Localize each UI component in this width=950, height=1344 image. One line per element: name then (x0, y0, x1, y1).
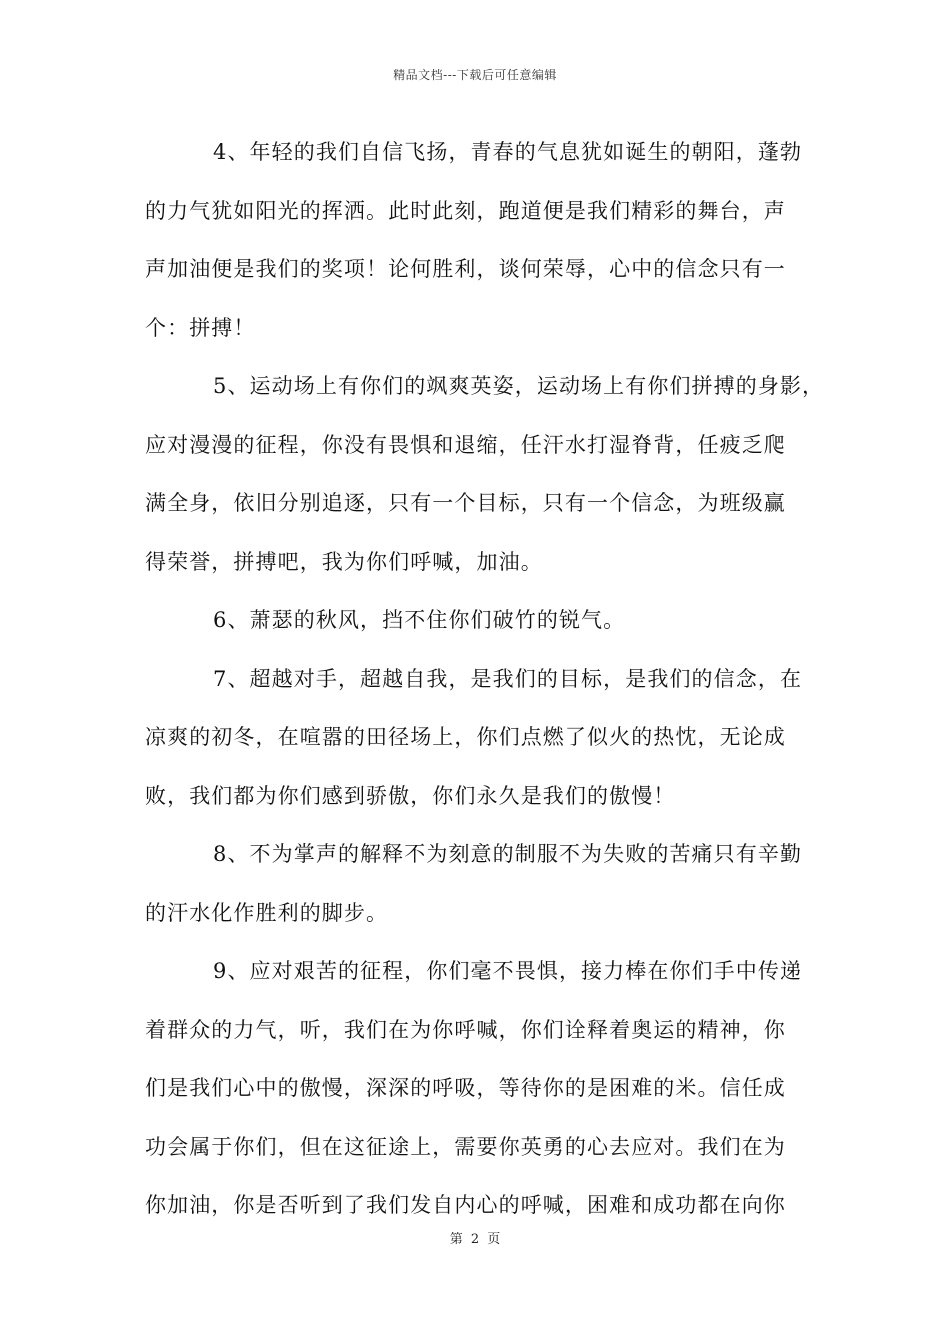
paragraph-7-line-1: 7、超越对手，超越自我，是我们的目标，是我们的信念，在 (213, 666, 803, 691)
paragraph-9-line-1: 9、应对艰苦的征程，你们毫不畏惧，接力棒在你们手中传递 (213, 959, 803, 983)
paragraph-5-line-1: 5、运动场上有你们的飒爽英姿，运动场上有你们拼搏的身影， (213, 374, 825, 398)
page-number: 第 2 页 (449, 1232, 501, 1247)
paragraph-4-line-1: 4、年轻的我们自信飞扬，青春的气息犹如诞生的朝阳，蓬勃 (213, 140, 803, 164)
paragraph-8-line-2: 的汗水化作胜利的脚步。 (145, 900, 389, 925)
page-header: 精品文档---下载后可任意编辑 (393, 68, 557, 82)
paragraph-9-line-3: 们是我们心中的傲慢，深深的呼吸，等待你的是困难的米。信任成 (145, 1076, 786, 1100)
paragraph-9-line-4: 功会属于你们，但在这征途上，需要你英勇的心去应对。我们在为 (145, 1134, 786, 1159)
paragraph-5-line-2: 应对漫漫的征程，你没有畏惧和退缩，任汗水打湿脊背，任疲乏爬 (145, 432, 786, 457)
paragraph-7-line-3: 败，我们都为你们感到骄傲，你们永久是我们的傲慢！ (145, 783, 676, 808)
paragraph-5-line-4: 得荣誉，拼搏吧，我为你们呼喊，加油。 (145, 549, 543, 574)
paragraph-8-line-1: 8、不为掌声的解释不为刻意的制服不为失败的苦痛只有辛勤 (213, 842, 803, 866)
paragraph-9-line-5: 你加油，你是否听到了我们发自内心的呼喊，困难和成功都在向你 (145, 1193, 786, 1217)
paragraph-4-line-4: 个：拼搏！ (145, 315, 256, 340)
paragraph-9-line-2: 着群众的力气，听，我们在为你呼喊，你们诠释着奥运的精神，你 (145, 1017, 786, 1042)
paragraph-7-line-2: 凉爽的初冬，在喧嚣的田径场上，你们点燃了似火的热忱，无论成 (145, 725, 786, 749)
document-body (145, 131, 825, 1243)
paragraph-4-line-2: 的力气犹如阳光的挥洒。此时此刻，跑道便是我们精彩的舞台，声 (145, 198, 786, 223)
paragraph-6-line-1: 6、萧瑟的秋风，挡不住你们破竹的锐气。 (213, 608, 626, 632)
paragraph-5-line-3: 满全身，依旧分别追逐，只有一个目标，只有一个信念，为班级赢 (145, 491, 786, 515)
paragraph-4-line-3: 声加油便是我们的奖项！论何胜利，谈何荣辱，心中的信念只有一 (145, 257, 786, 281)
